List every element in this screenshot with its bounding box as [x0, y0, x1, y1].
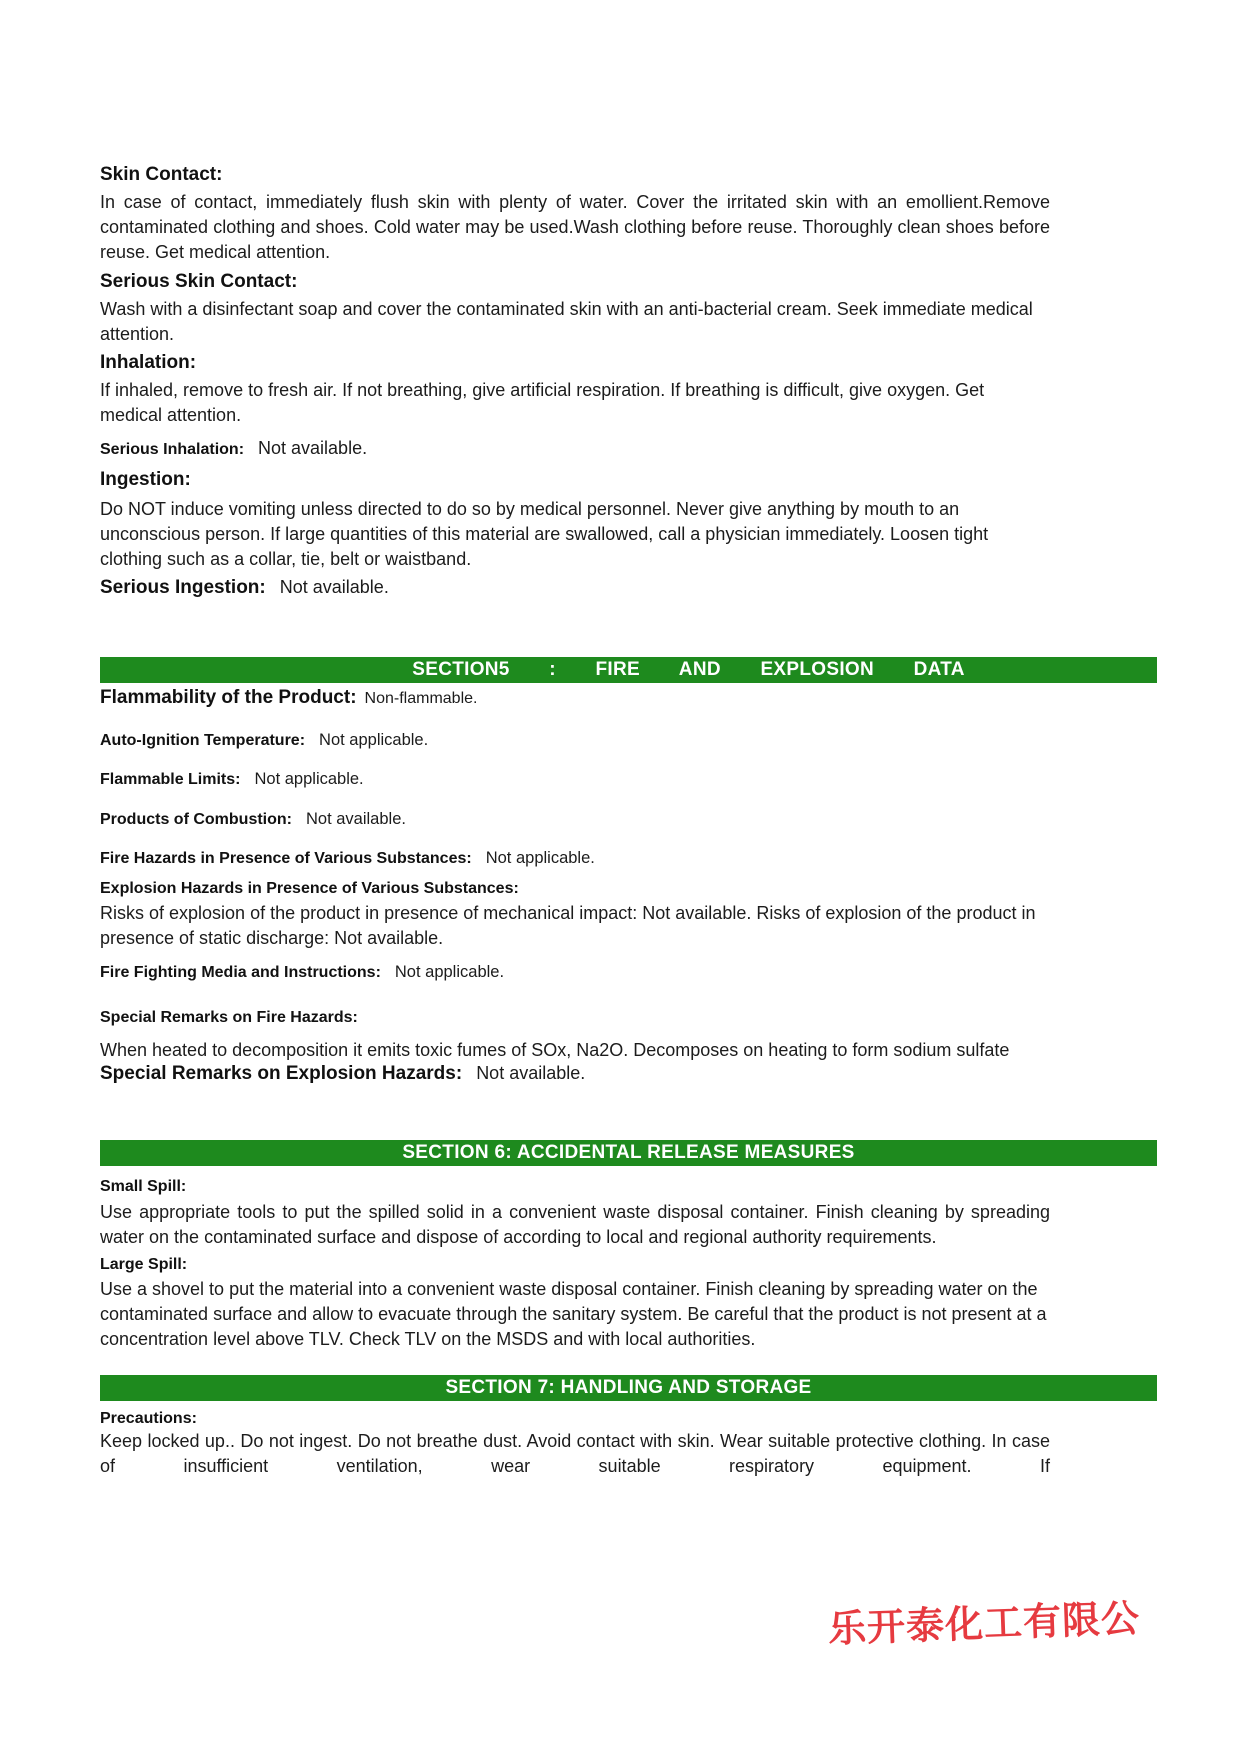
serious-inhalation-label: Serious Inhalation:	[100, 441, 245, 458]
serious-ingestion-value: Not available.	[279, 577, 389, 597]
explosion-hazards-heading: Explosion Hazards in Presence of Various Substances:	[100, 880, 519, 897]
precautions-heading: Precautions:	[100, 1410, 197, 1427]
special-explosion-remarks-label: Special Remarks on Explosion Hazards:	[100, 1063, 463, 1084]
special-fire-remarks-text: When heated to decomposition it emits toxic fumes of SOx, Na2O. Decomposes on heating to form sodium sulfate	[100, 1040, 1010, 1060]
ingestion-heading: Ingestion:	[100, 469, 191, 490]
serious-inhalation-value: Not available.	[258, 438, 368, 458]
flammability-value: Non-flammable.	[364, 690, 478, 707]
auto-ignition-label: Auto-Ignition Temperature:	[100, 732, 306, 749]
products-of-combustion-value: Not available.	[305, 810, 406, 828]
section6-title: SECTION 6: ACCIDENTAL RELEASE MEASURES	[402, 1142, 855, 1163]
flammable-limits-label: Flammable Limits:	[100, 771, 241, 788]
explosion-hazards-text: Risks of explosion of the product in presence of mechanical impact: Not available. Risks of explosion of the product in presence of static discharge: Not available.	[100, 903, 1036, 948]
products-of-combustion-label: Products of Combustion:	[100, 811, 292, 828]
fire-fighting-label: Fire Fighting Media and Instructions:	[100, 964, 381, 981]
special-explosion-remarks-value: Not available.	[476, 1063, 586, 1083]
small-spill-text: Use appropriate tools to put the spilled solid in a convenient waste disposal container. Finish cleaning by spreading water on the contaminated surface and dispose of according to local and regional authority requirements.	[100, 1202, 1050, 1247]
section7-title: SECTION 7: HANDLING AND STORAGE	[445, 1377, 812, 1398]
serious-inhalation-line	[100, 438, 1155, 460]
flammability-line	[100, 688, 1155, 709]
ingestion-text: Do NOT induce vomiting unless directed to do so by medical personnel. Never give anything by mouth to an unconscious person. If large quantities of this material are swallowed, call a physician immediately. Loosen tight clothing such as a collar, tie, belt or waistband.	[100, 499, 989, 569]
fire-hazards-value: Not applicable.	[485, 849, 595, 867]
serious-skin-contact-text: Wash with a disinfectant soap and cover the contaminated skin with an anti-bacterial cream. Seek immediate medical attention.	[100, 299, 1033, 344]
fire-fighting-line	[100, 962, 1155, 983]
inhalation-heading: Inhalation:	[100, 352, 197, 373]
company-stamp-text: 乐开泰化工有限公	[827, 1598, 1141, 1651]
flammability-label: Flammability of the Product:	[100, 687, 357, 708]
section5-title: SECTION5 : FIRE AND EXPLOSION DATA	[412, 659, 965, 680]
small-spill-heading: Small Spill:	[100, 1178, 187, 1195]
fire-hazards-line	[100, 848, 1155, 869]
skin-contact-text: In case of contact, immediately flush skin with plenty of water. Cover the irritated skin with an emollient.Remove contaminated clothing and shoes. Cold water may be used.Wash clothing before reuse. Thoroughly clean shoes before reuse. Get medical attention.	[100, 192, 1050, 262]
large-spill-heading: Large Spill:	[100, 1256, 188, 1273]
flammable-limits-value: Not applicable.	[254, 770, 364, 788]
fire-fighting-value: Not applicable.	[394, 963, 505, 981]
products-of-combustion-line	[100, 809, 1155, 830]
special-fire-remarks-heading: Special Remarks on Fire Hazards:	[100, 1009, 358, 1026]
serious-ingestion-label: Serious Ingestion:	[100, 577, 266, 598]
auto-ignition-line	[100, 730, 1155, 751]
serious-skin-contact-heading: Serious Skin Contact:	[100, 271, 298, 292]
large-spill-text: Use a shovel to put the material into a convenient waste disposal container. Finish cleaning by spreading water on the contaminated surface and allow to evacuate through the sanitary system. Be careful that the product is not present at a concentration level above TLV. Check TLV on the MSDS and with local authorities.	[100, 1279, 1047, 1349]
section7-header-band	[100, 1375, 1157, 1401]
precautions-text: Keep locked up.. Do not ingest. Do not breathe dust. Avoid contact with skin. Wear suitable protective clothing. In case of insufficient ventilation, wear suitable respiratory equipment. If	[100, 1431, 1050, 1476]
inhalation-text: If inhaled, remove to fresh air. If not breathing, give artificial respiration. If breathing is difficult, give oxygen. Get medical attention.	[100, 380, 985, 425]
auto-ignition-value: Not applicable.	[319, 731, 429, 749]
special-explosion-remarks-line	[100, 1063, 1155, 1085]
section5-header-band	[100, 657, 1157, 683]
serious-ingestion-line	[100, 577, 1155, 599]
skin-contact-heading: Skin Contact:	[100, 164, 223, 185]
flammable-limits-line	[100, 769, 1155, 790]
fire-hazards-label: Fire Hazards in Presence of Various Substances:	[100, 850, 472, 867]
section6-header-band	[100, 1140, 1157, 1166]
